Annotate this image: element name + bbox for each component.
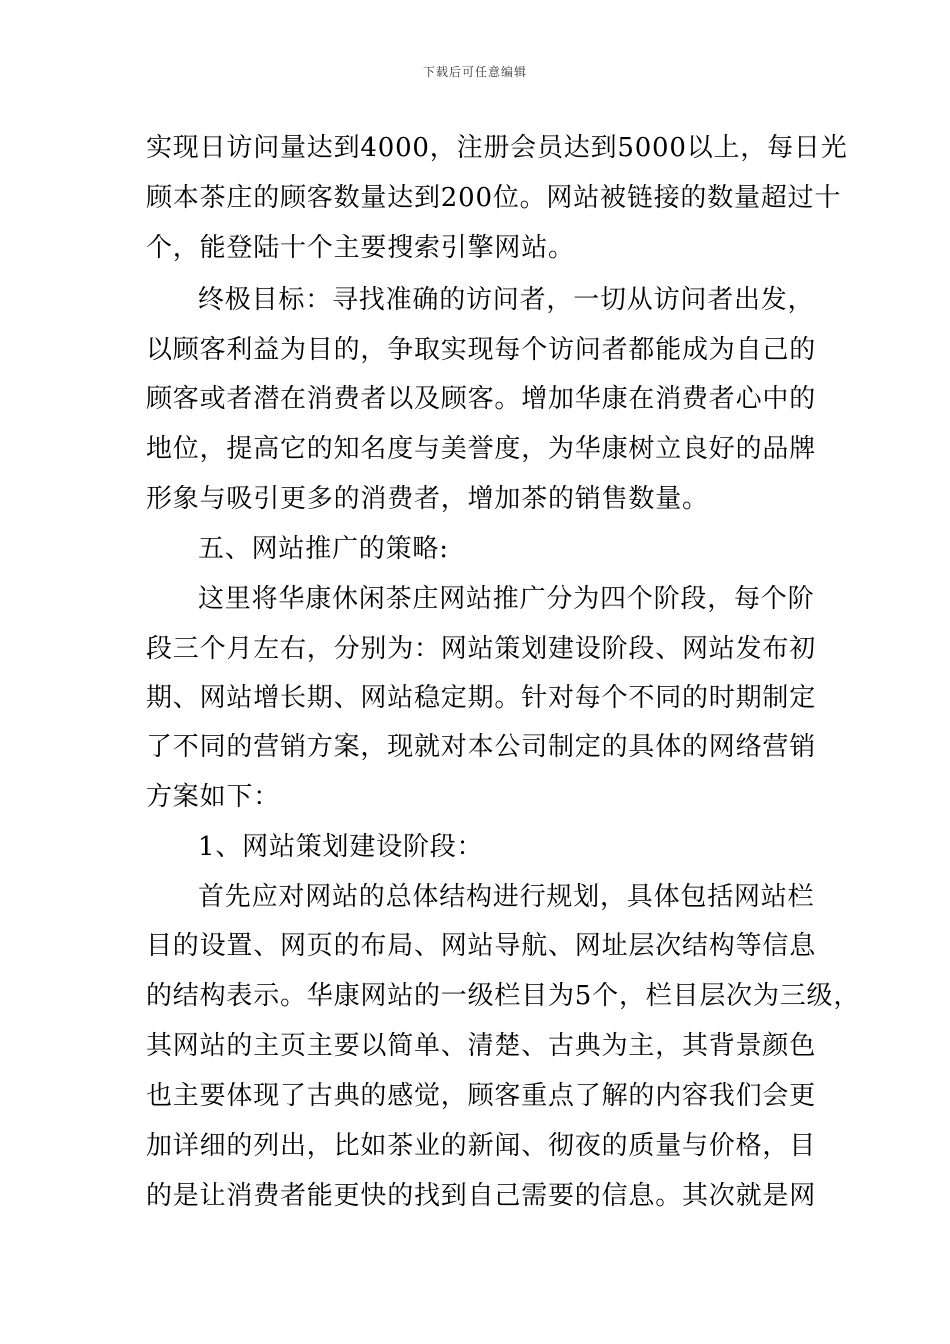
body-line: 段三个月左右，分别为：网站策划建设阶段、网站发布初 [146, 634, 817, 664]
body-line: 也主要体现了古典的感觉，顾客重点了解的内容我们会更 [146, 1081, 817, 1111]
body-line: 期、网站增长期、网站稳定期。针对每个不同的时期制定 [146, 683, 817, 713]
section-heading: 五、网站推广的策略: [198, 534, 449, 564]
body-line: 其网站的主页主要以简单、清楚、古典为主，其背景颜色 [146, 1031, 817, 1061]
body-line: 形象与吸引更多的消费者，增加茶的销售数量。 [146, 484, 709, 514]
body-line: 首先应对网站的总体结构进行规划，具体包括网站栏 [198, 882, 815, 912]
subsection-heading: 1、网站策划建设阶段： [198, 832, 484, 862]
body-line: 顾本茶庄的顾客数量达到200位。网站被链接的数量超过十 [146, 183, 842, 213]
body-line: 顾客或者潜在消费者以及顾客。增加华康在消费者心中的 [146, 384, 817, 414]
body-line: 目的设置、网页的布局、网站导航、网址层次结构等信息 [146, 931, 817, 961]
body-line: 方案如下： [146, 782, 281, 812]
body-line: 终极目标：寻找准确的访问者，一切从访问者出发， [198, 285, 815, 315]
body-line: 地位，提高它的知名度与美誉度，为华康树立良好的品牌 [146, 434, 817, 464]
body-line: 个，能登陆十个主要搜索引擎网站。 [146, 233, 575, 263]
body-line: 实现日访问量达到4000，注册会员达到5000以上，每日光 [146, 133, 848, 163]
body-line: 的是让消费者能更快的找到自己需要的信息。其次就是网 [146, 1181, 817, 1211]
body-line: 的结构表示。华康网站的一级栏目为5个，栏目层次为三级， [146, 981, 861, 1011]
body-line: 这里将华康休闲茶庄网站推广分为四个阶段，每个阶 [198, 584, 815, 614]
body-line: 以顾客利益为目的，争取实现每个访问者都能成为自己的 [146, 335, 817, 365]
header-note: 下载后可任意编辑 [422, 65, 527, 79]
body-line: 加详细的列出，比如茶业的新闻、彻夜的质量与价格，目 [146, 1131, 817, 1161]
body-line: 了不同的营销方案，现就对本公司制定的具体的网络营销 [146, 732, 817, 762]
